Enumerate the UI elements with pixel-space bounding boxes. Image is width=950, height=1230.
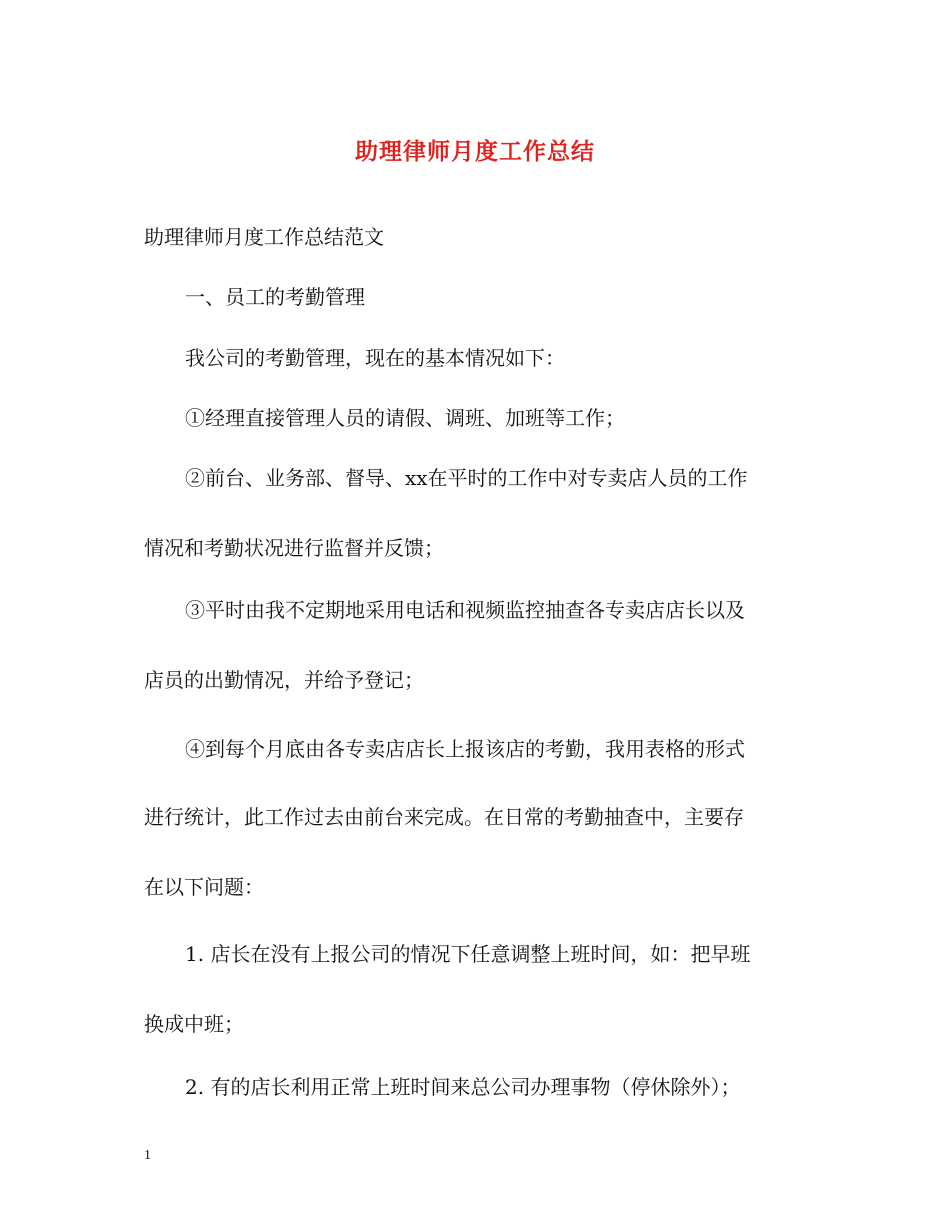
paragraph-line: 在以下问题： xyxy=(144,875,264,899)
subtitle-line: 助理律师月度工作总结范文 xyxy=(144,225,384,249)
document-title: 助理律师月度工作总结 xyxy=(355,138,595,165)
paragraph-line: 2. 有的店长利用正常上班时间来总公司办理事物（停休除外）； xyxy=(185,1075,741,1099)
paragraph-line: ④到每个月底由各专卖店店长上报该店的考勤，我用表格的形式 xyxy=(185,737,745,761)
paragraph-line: ①经理直接管理人员的请假、调班、加班等工作； xyxy=(185,406,625,430)
paragraph-line: 我公司的考勤管理，现在的基本情况如下： xyxy=(185,346,565,370)
paragraph-line: 情况和考勤状况进行监督并反馈； xyxy=(144,536,444,560)
paragraph-line: ③平时由我不定期地采用电话和视频监控抽查各专卖店店长以及 xyxy=(185,598,745,622)
section-heading: 一、员工的考勤管理 xyxy=(185,285,365,309)
paragraph-line: 店员的出勤情况，并给予登记； xyxy=(144,668,424,692)
paragraph-line: 1. 店长在没有上报公司的情况下任意调整上班时间，如：把早班 xyxy=(185,942,751,966)
page-number: 1 xyxy=(144,1148,151,1163)
paragraph-line: 换成中班； xyxy=(144,1012,244,1036)
paragraph-line: ②前台、业务部、督导、xx在平时的工作中对专卖店人员的工作 xyxy=(185,466,748,490)
paragraph-line: 进行统计，此工作过去由前台来完成。在日常的考勤抽查中，主要存 xyxy=(144,805,744,829)
